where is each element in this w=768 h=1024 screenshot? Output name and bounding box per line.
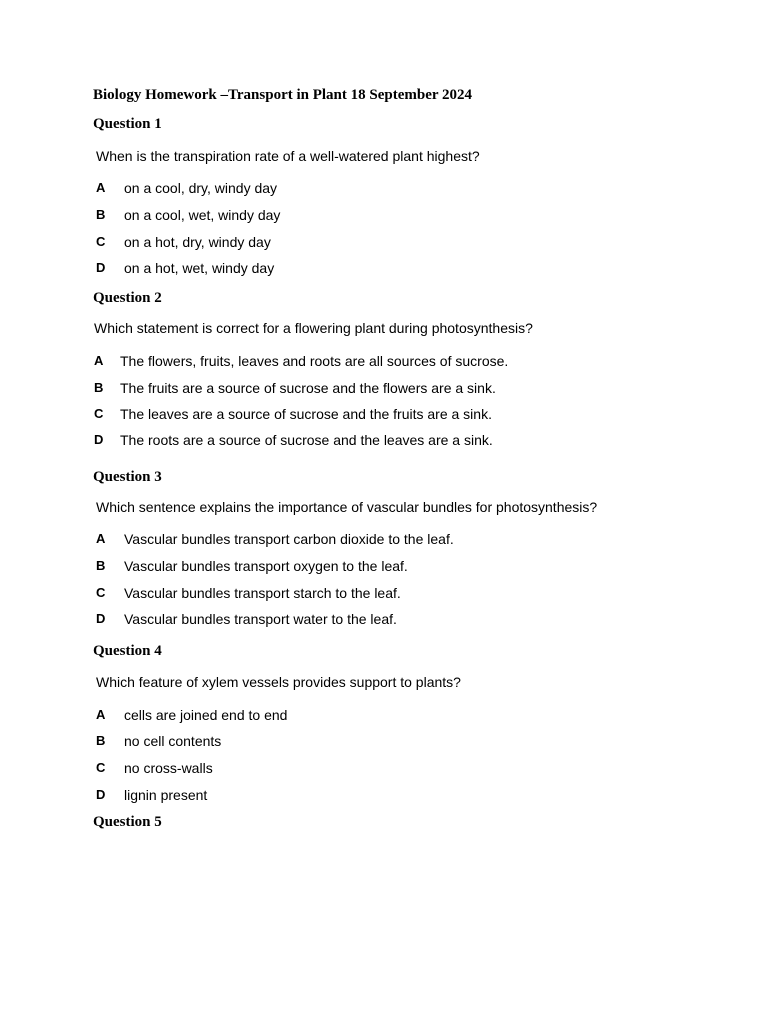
option-text: on a cool, dry, windy day (124, 180, 278, 196)
option-text: no cell contents (124, 733, 222, 749)
option-text: on a cool, wet, windy day (124, 207, 281, 223)
option-text: The fruits are a source of sucrose and the flowers are a sink. (120, 380, 496, 396)
option-text: Vascular bundles transport carbon dioxide to the leaf. (124, 531, 454, 547)
option-text: The flowers, fruits, leaves and roots are all sources of sucrose. (120, 353, 509, 369)
question-heading: Question 4 (93, 643, 162, 659)
document-title: Biology Homework –Transport in Plant 18 September 2024 (93, 87, 473, 103)
question-stem: Which feature of xylem vessels provides support to plants? (96, 674, 461, 690)
option-letter: C (96, 585, 106, 600)
option-letter: B (96, 733, 106, 748)
option-letter: C (96, 234, 106, 249)
option-letter: C (96, 760, 106, 775)
option-letter: B (96, 558, 106, 573)
question-heading: Question 2 (93, 290, 162, 306)
option-text: Vascular bundles transport oxygen to the leaf. (124, 558, 408, 574)
option-letter: D (94, 432, 104, 447)
option-text: Vascular bundles transport water to the leaf. (124, 611, 397, 627)
option-letter: B (96, 207, 106, 222)
question-heading: Question 5 (93, 814, 162, 830)
option-text: on a hot, wet, windy day (124, 260, 275, 276)
option-text: on a hot, dry, windy day (124, 234, 271, 250)
option-letter: A (94, 353, 104, 368)
option-text: The leaves are a source of sucrose and the fruits are a sink. (120, 406, 492, 422)
question-stem: Which statement is correct for a flowering plant during photosynthesis? (94, 320, 533, 336)
option-letter: C (94, 406, 104, 421)
option-letter: D (96, 260, 106, 275)
option-text: no cross-walls (124, 760, 213, 776)
question-stem: Which sentence explains the importance of vascular bundles for photosynthesis? (96, 499, 598, 515)
option-letter: A (96, 180, 106, 195)
option-letter: B (94, 380, 104, 395)
option-letter: A (96, 531, 106, 546)
question-heading: Question 3 (93, 469, 162, 485)
option-text: Vascular bundles transport starch to the leaf. (124, 585, 401, 601)
option-letter: D (96, 611, 106, 626)
option-text: lignin present (124, 787, 208, 803)
question-stem: When is the transpiration rate of a well-watered plant highest? (96, 148, 480, 164)
option-letter: D (96, 787, 106, 802)
option-letter: A (96, 707, 106, 722)
option-text: cells are joined end to end (124, 707, 288, 723)
option-text: The roots are a source of sucrose and the leaves are a sink. (120, 432, 493, 448)
question-heading: Question 1 (93, 116, 162, 132)
